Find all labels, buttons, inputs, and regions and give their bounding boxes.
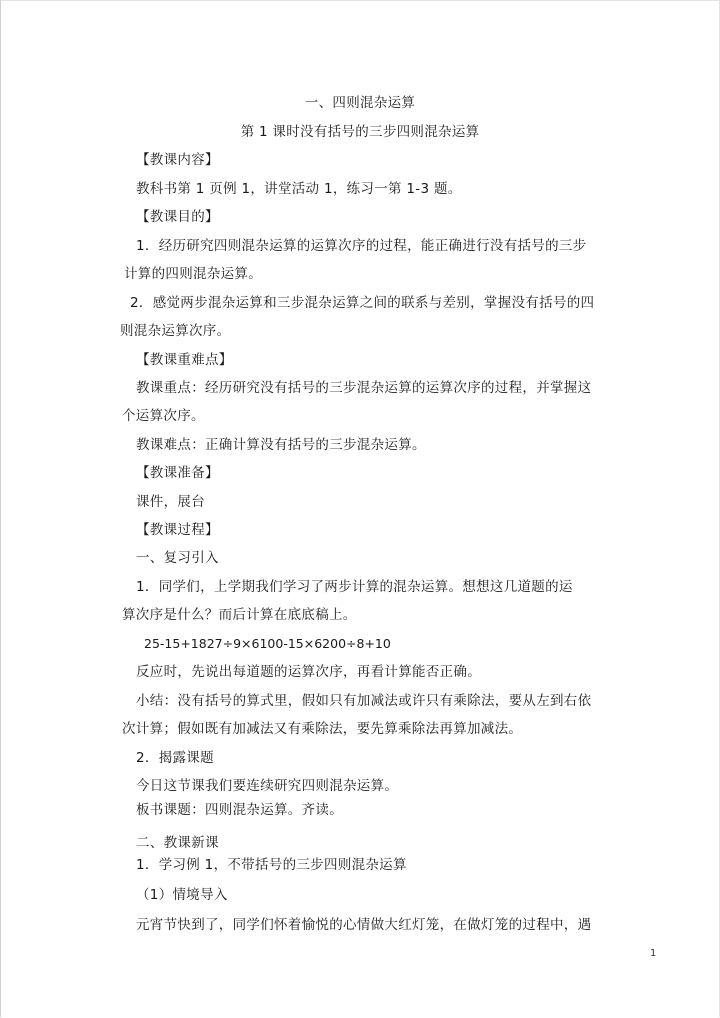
section-heading-prep: 【教课准备】 <box>136 465 219 481</box>
section-heading-process: 【教课过程】 <box>136 522 219 538</box>
section-heading-keypoints: 【教课重难点】 <box>136 352 233 368</box>
paragraph-line: 板书课题：四则混杂运算。齐读。 <box>136 802 343 818</box>
lesson-subtitle: 第 1 课时没有括号的三步四则混杂运算 <box>240 124 480 140</box>
paragraph-line: 小结：没有括号的算式里，假如只有加减法或许只有乘除法，要从左到右依 <box>136 693 592 709</box>
paragraph-line: 元宵节快到了，同学们怀着愉悦的心情做大红灯笼，在做灯笼的过程中，遇 <box>136 917 592 933</box>
paragraph-line: 反应时，先说出每道题的运算次序，再看计算能否正确。 <box>136 664 481 680</box>
section-heading-content: 【教课内容】 <box>136 152 219 168</box>
paragraph-line: 教科书第 1 页例 1，讲堂活动 1，练习一第 1-3 题。 <box>136 181 462 197</box>
subsection-heading: 二、教课新课 <box>136 835 219 851</box>
paragraph-line: 次计算；假如既有加减法又有乘除法，要先算乘除法再算加减法。 <box>122 721 523 737</box>
subsection-heading: 一、复习引入 <box>136 550 219 566</box>
paragraph-line: 个运算次序。 <box>122 408 205 424</box>
paragraph-line: 1．同学们，上学期我们学习了两步计算的混杂运算。想想这几道题的运 <box>136 579 573 595</box>
document-title: 一、四则混杂运算 <box>304 95 416 111</box>
page-number: 1 <box>650 948 657 959</box>
paragraph-line: 今日这节课我们要连续研究四则混杂运算。 <box>136 778 399 794</box>
paragraph-line: 则混杂运算次序。 <box>120 323 231 339</box>
paragraph-line: 算次序是什么？而后计算在底底稿上。 <box>122 607 357 623</box>
subsection-heading: 2．揭露课题 <box>136 750 214 766</box>
subsection-heading: （1）情境导入 <box>136 887 228 903</box>
paragraph-line: 1．学习例 1，不带括号的三步四则混杂运算 <box>136 857 407 873</box>
paragraph-line: 教课重点：经历研究没有括号的三步混杂运算的运算次序的过程，并掌握这 <box>136 380 592 396</box>
paragraph-line: 课件，展台 <box>136 494 205 510</box>
paragraph-line: 1．经历研究四则混杂运算的运算次序的过程，能正确进行没有括号的三步 <box>136 238 587 254</box>
paragraph-line: 教课难点：正确计算没有括号的三步混杂运算。 <box>136 437 426 453</box>
section-heading-goals: 【教课目的】 <box>136 209 219 225</box>
formula-line: 25-15+1827÷9×6100-15×6200÷8+10 <box>144 636 391 651</box>
paragraph-line: 2．感觉两步混杂运算和三步混杂运算之间的联系与差别，掌握没有括号的四 <box>130 295 595 311</box>
paragraph-line: 计算的四则混杂运算。 <box>124 266 262 282</box>
